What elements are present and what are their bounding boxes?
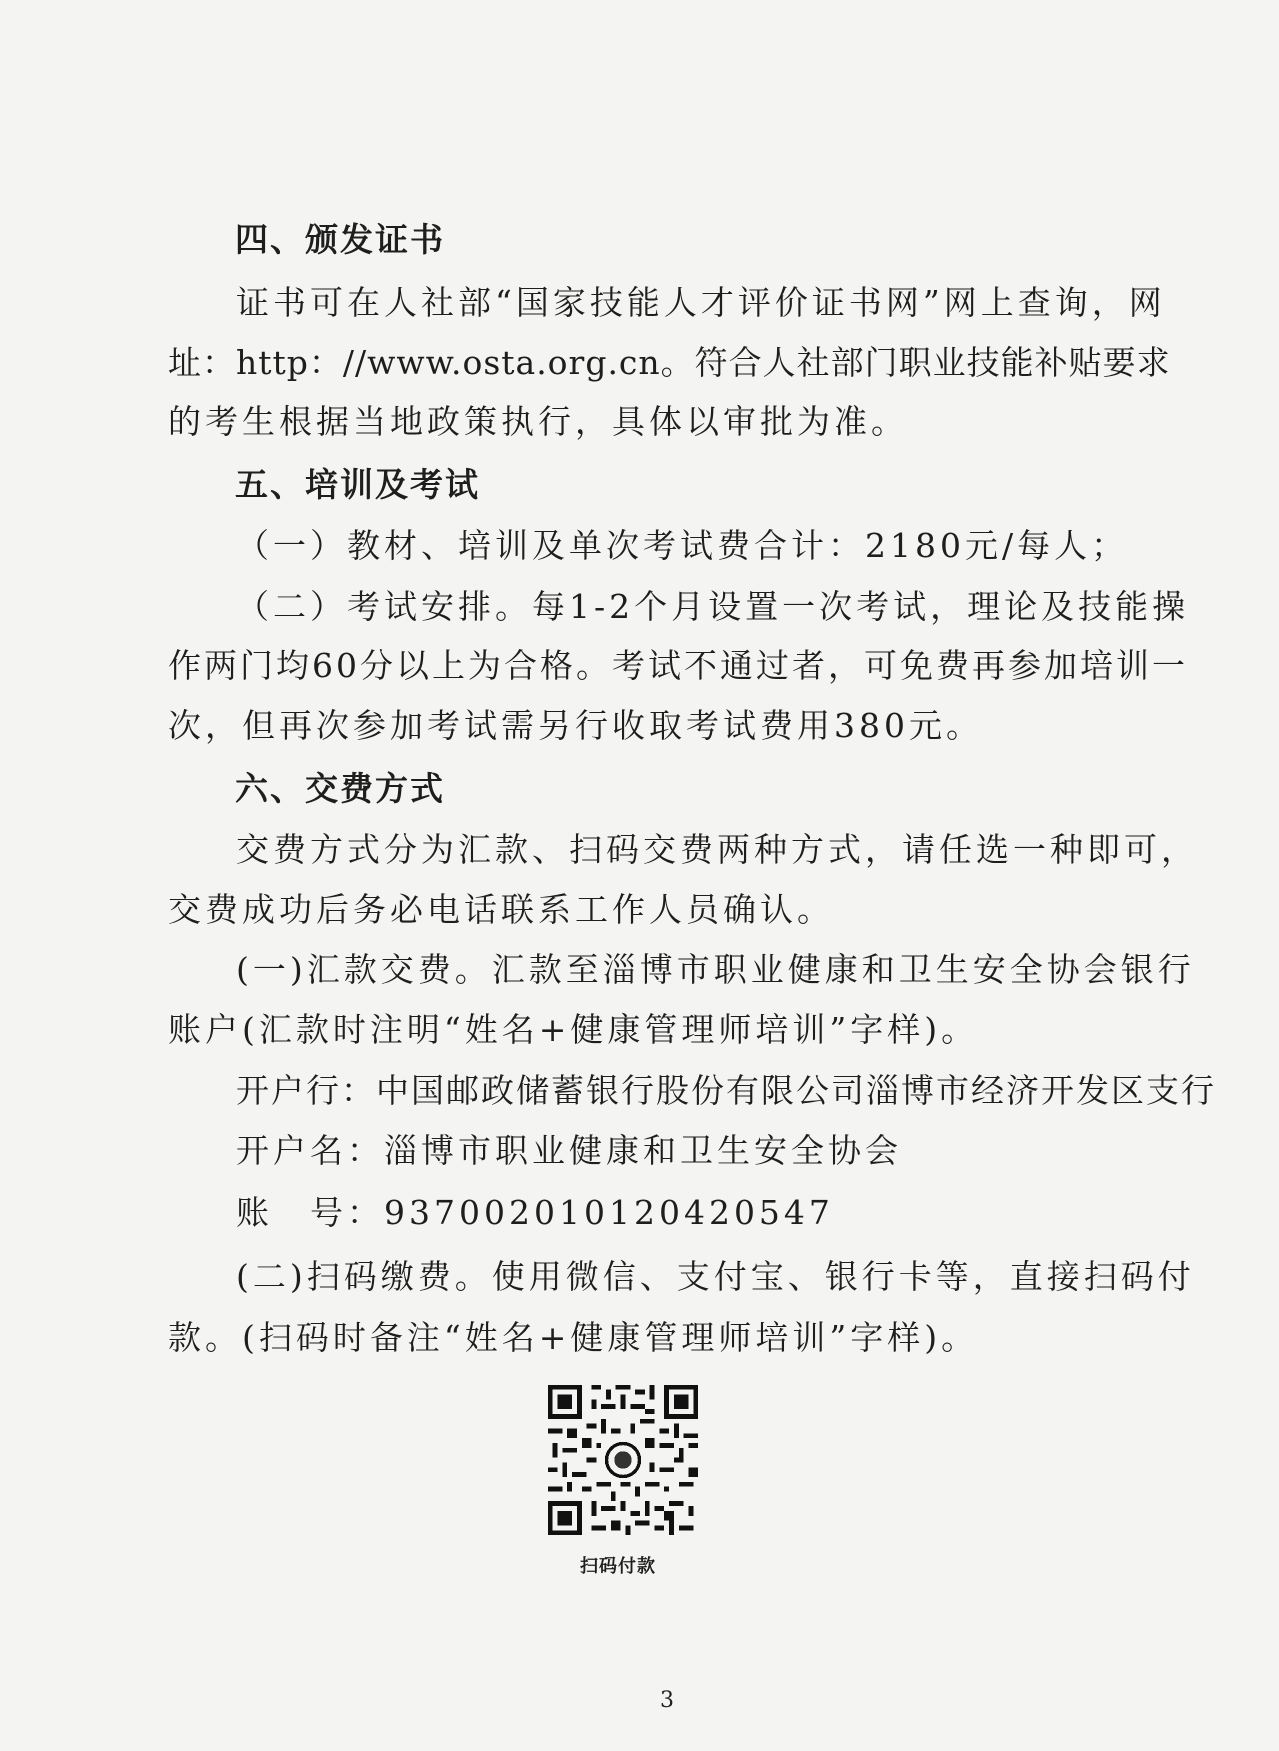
section-heading-certificate: 四、颁发证书 <box>235 220 445 259</box>
paragraph-line: 交费成功后务必电话联系工作人员确认。 <box>168 890 834 929</box>
payment-qr-code <box>543 1380 703 1540</box>
page-number: 3 <box>660 1688 674 1713</box>
paragraph-line: 作两门均60分以上为合格。考试不通过者，可免费再参加培训一 <box>168 646 1188 685</box>
bank-name-line: 开户行：中国邮政储蓄银行股份有限公司淄博市经济开发区支行 <box>236 1071 1216 1110</box>
section-heading-payment: 六、交费方式 <box>235 769 445 808</box>
paragraph-line: (一)汇款交费。汇款至淄博市职业健康和卫生安全协会银行 <box>236 950 1195 989</box>
section-heading-training-exam: 五、培训及考试 <box>235 465 480 504</box>
paragraph-line: 账户(汇款时注明“姓名+健康管理师培训”字样)。 <box>168 1010 979 1049</box>
paragraph-line: 款。(扫码时备注“姓名+健康管理师培训”字样)。 <box>168 1318 979 1357</box>
account-name-line: 开户名：淄博市职业健康和卫生安全协会 <box>236 1131 902 1170</box>
account-number-line: 账 号：937002010120420547 <box>236 1193 834 1232</box>
paragraph-line: 次，但再次参加考试需另行收取考试费用380元。 <box>168 706 983 745</box>
paragraph-line: (二)扫码缴费。使用微信、支付宝、银行卡等，直接扫码付 <box>236 1257 1195 1296</box>
paragraph-line: 址：http：//www.osta.org.cn。符合人社部门职业技能补贴要求 <box>168 343 1171 382</box>
qr-caption: 扫码付款 <box>580 1556 656 1577</box>
paragraph-line: 的考生根据当地政策执行，具体以审批为准。 <box>168 402 908 441</box>
paragraph-line: （二）考试安排。每1-2个月设置一次考试，理论及技能操 <box>236 587 1190 626</box>
paragraph-line: 交费方式分为汇款、扫码交费两种方式，请任选一种即可， <box>236 830 1198 869</box>
paragraph-line: （一）教材、培训及单次考试费合计：2180元/每人； <box>236 526 1129 565</box>
paragraph-line: 证书可在人社部“国家技能人才评价证书网”网上查询，网 <box>236 283 1166 322</box>
